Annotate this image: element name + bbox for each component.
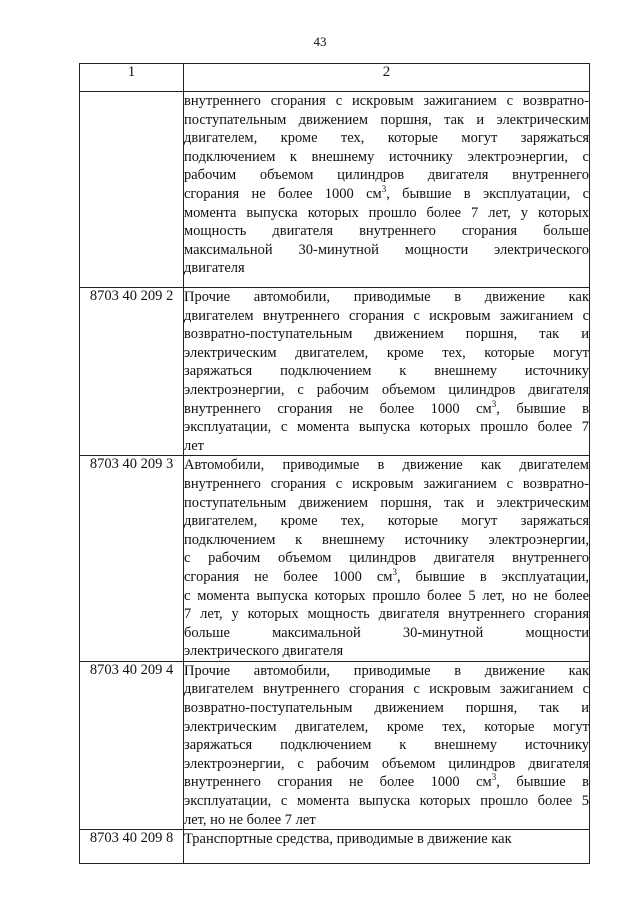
commodity-code xyxy=(80,92,184,288)
superscript: 3 xyxy=(491,398,497,409)
description-line xyxy=(184,699,589,718)
superscript: 3 xyxy=(491,772,497,783)
description-line xyxy=(184,111,589,130)
description-line xyxy=(184,662,589,681)
commodity-description xyxy=(184,661,590,829)
description-line xyxy=(184,680,589,699)
description-line xyxy=(184,531,589,550)
line-text: момента выпуска которых прошло более 7 лет, у которых xyxy=(184,204,589,221)
description-line xyxy=(184,307,589,326)
line-text: внутреннего сгорания с искровым зажиганием с возвратно- xyxy=(184,93,589,109)
description-line xyxy=(184,811,589,830)
description-line xyxy=(184,568,589,587)
table-row xyxy=(80,288,590,456)
description-line xyxy=(184,344,589,363)
description-line xyxy=(184,241,589,260)
description-line xyxy=(184,475,589,494)
line-text: с момента выпуска которых прошло более 5 лет, но не более xyxy=(184,587,589,604)
line-text: электрическим двигателем, кроме тех, которые могут xyxy=(184,344,589,361)
line-text: эксплуатации, с момента выпуска которых прошло более 5 xyxy=(184,793,589,810)
description-line xyxy=(184,400,589,419)
line-text: возвратно-поступательным движением поршня, так и xyxy=(184,326,589,343)
line-text: с рабочим объемом цилиндров двигателя внутреннего xyxy=(184,550,589,567)
line-text: электроэнергии, с рабочим объемом цилиндров двигателя xyxy=(184,755,589,772)
description-line xyxy=(184,129,589,148)
commodity-code: 8703 40 209 3 xyxy=(80,456,184,662)
description-line xyxy=(184,185,589,204)
description-line xyxy=(184,92,589,111)
page-number: 43 xyxy=(313,34,327,49)
line-text: больше максимальной 30-минутной мощности xyxy=(184,624,589,641)
description-line xyxy=(184,642,589,661)
line-text: максимальной 30-минутной мощности электрического xyxy=(184,241,589,258)
description-line xyxy=(184,204,589,223)
line-text: Прочие автомобили, приводимые в движение как xyxy=(184,289,589,305)
description-line xyxy=(184,325,589,344)
description-line xyxy=(184,222,589,241)
line-text: , бывшие в эксплуатации, xyxy=(396,568,589,585)
line-text: электроэнергии, с рабочим объемом цилиндров двигателя xyxy=(184,381,589,398)
line-text: электрического двигателя xyxy=(184,643,344,660)
line-text: Транспортные средства, приводимые в движение как xyxy=(184,831,512,848)
commodity-description xyxy=(184,92,590,288)
line-text: , бывшие в xyxy=(496,774,589,791)
description-line xyxy=(184,792,589,811)
line-text: , бывшие в xyxy=(496,400,589,417)
table-header-row xyxy=(80,64,590,92)
line-text: лет xyxy=(184,437,205,454)
description-line xyxy=(184,512,589,531)
line-text: сгорания не более 1000 см xyxy=(184,185,382,202)
line-text: поступательным движением поршня, так и электрическим xyxy=(184,494,589,511)
line-text: двигателем, кроме тех, которые могут заряжаться xyxy=(184,513,589,530)
superscript: 3 xyxy=(381,183,387,194)
description-line xyxy=(184,755,589,774)
description-line xyxy=(184,736,589,755)
line-text: возвратно-поступательным движением поршня, так и xyxy=(184,700,589,717)
table-row xyxy=(80,661,590,829)
description-line xyxy=(184,624,589,643)
description-line xyxy=(184,381,589,400)
commodity-code: 8703 40 209 8 xyxy=(80,830,184,864)
description-line xyxy=(184,259,589,278)
line-text: поступательным движением поршня, так и электрическим xyxy=(184,111,589,128)
tariff-table xyxy=(79,63,590,864)
column-header-2: 2 xyxy=(184,64,590,92)
line-text: сгорания не более 1000 см xyxy=(184,568,393,585)
commodity-description xyxy=(184,830,590,864)
description-line xyxy=(184,830,589,849)
description-line xyxy=(184,418,589,437)
line-text: двигателем внутреннего сгорания с искровым зажиганием с xyxy=(184,307,589,324)
line-text: 7 лет, у которых мощность двигателя внутреннего сгорания xyxy=(184,606,589,623)
line-text: подключением к внешнему источнику электроэнергии, с xyxy=(184,148,589,165)
description-line xyxy=(184,773,589,792)
commodity-code: 8703 40 209 4 xyxy=(80,661,184,829)
description-line xyxy=(184,148,589,167)
table-row xyxy=(80,92,590,288)
line-text: Автомобили, приводимые в движение как двигателем xyxy=(184,457,589,474)
line-text: заряжаться подключением к внешнему источнику xyxy=(184,363,589,380)
description-line xyxy=(184,494,589,513)
line-text: , бывшие в эксплуатации, с xyxy=(386,185,590,202)
line-text: эксплуатации, с момента выпуска которых прошло более 7 xyxy=(184,419,589,436)
line-text: мощность двигателя внутреннего сгорания больше xyxy=(184,223,589,240)
line-text: двигателем, кроме тех, которые могут заряжаться xyxy=(184,130,589,147)
line-text: внутреннего сгорания не более 1000 см xyxy=(184,774,492,791)
description-line xyxy=(184,587,589,606)
table-row xyxy=(80,456,590,662)
description-line xyxy=(184,456,589,475)
description-line xyxy=(184,605,589,624)
description-line xyxy=(184,437,589,456)
table-row xyxy=(80,830,590,864)
column-header-1: 1 xyxy=(80,64,184,92)
description-line xyxy=(184,549,589,568)
description-line xyxy=(184,362,589,381)
line-text: лет, но не более 7 лет xyxy=(184,811,316,828)
description-line xyxy=(184,718,589,737)
description-line xyxy=(184,288,589,307)
line-text: Прочие автомобили, приводимые в движение как xyxy=(184,662,589,679)
line-text: подключением к внешнему источнику электроэнергии, xyxy=(184,531,589,548)
line-text: внутреннего сгорания не более 1000 см xyxy=(184,400,492,417)
line-text: двигателем внутреннего сгорания с искровым зажиганием с xyxy=(184,681,589,698)
line-text: рабочим объемом цилиндров двигателя внутреннего xyxy=(184,167,589,184)
superscript: 3 xyxy=(392,566,397,577)
commodity-description xyxy=(184,456,590,662)
line-text: электрическим двигателем, кроме тех, которые могут xyxy=(184,718,589,735)
commodity-description xyxy=(184,288,590,456)
commodity-code: 8703 40 209 2 xyxy=(80,288,184,456)
line-text: двигателя xyxy=(184,260,245,277)
line-text: внутреннего сгорания с искровым зажиганием с возвратно- xyxy=(184,475,589,492)
line-text: заряжаться подключением к внешнему источнику xyxy=(184,737,589,754)
description-line xyxy=(184,166,589,185)
